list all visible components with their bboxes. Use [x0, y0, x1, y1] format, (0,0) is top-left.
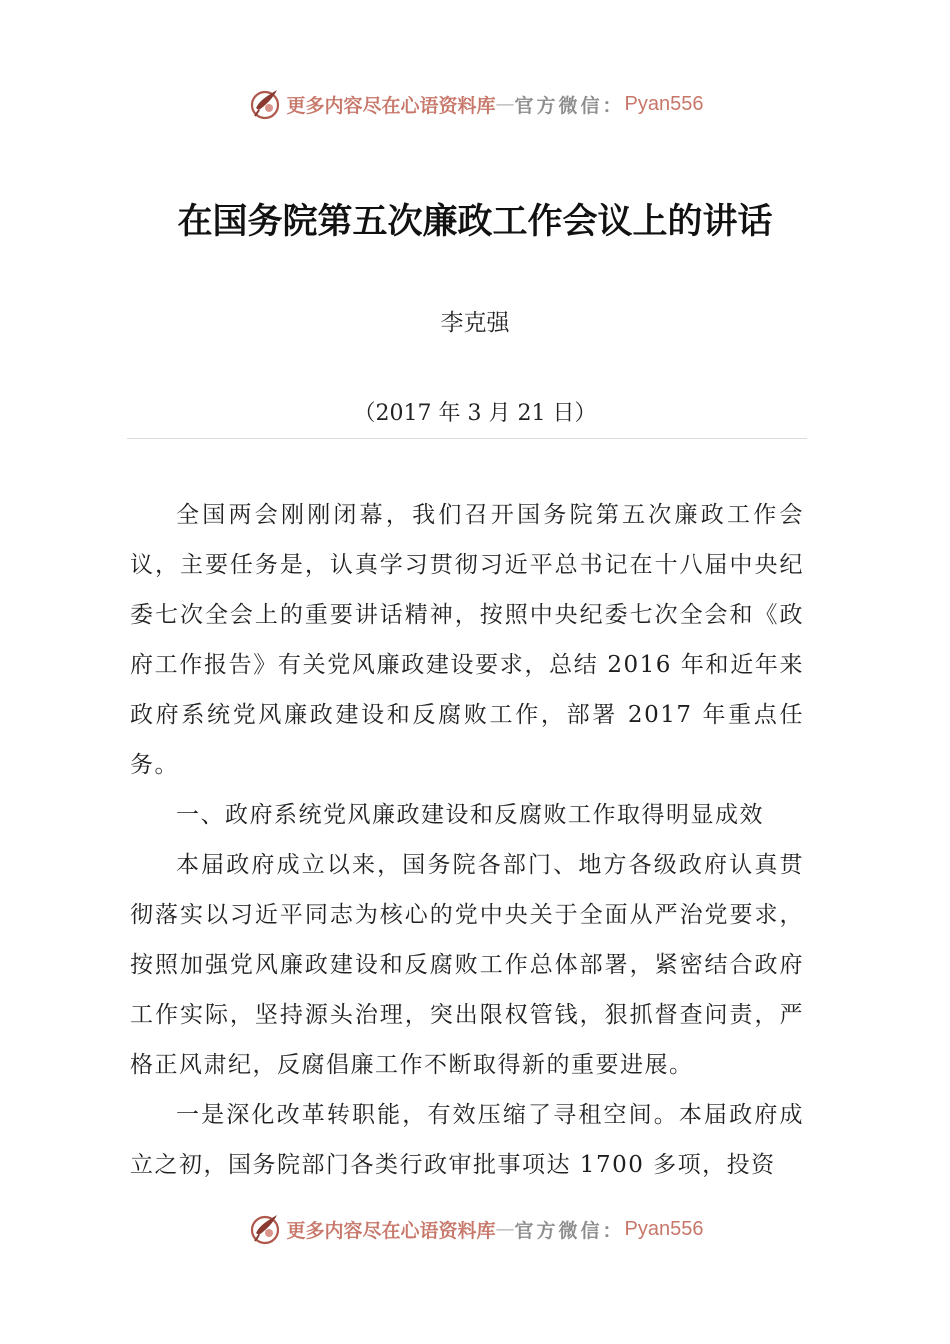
header-divider	[127, 438, 807, 439]
watermark-banner-bottom	[0, 1209, 950, 1249]
document-date: （2017 年 3 月 21 日）	[353, 401, 597, 426]
section-heading: 一、政府系统党风廉政建设和反腐败工作取得明显成效	[176, 802, 764, 828]
body-paragraph: 全国两会刚刚闭幕，我们召开国务院第五次廉政工作会议，主要任务是，认真学习贯彻习近平总书记在十八届中央纪委七次全会上的重要讲话精神，按照中央纪委七次全会和《政府工作报告》有关党风廉政建设要求，总结 2016 年和近年来政府系统党风廉政建设和反腐败工作，部署 2017 年重点任务。	[130, 502, 804, 778]
document-body	[130, 490, 804, 1190]
watermark-separator: —	[495, 93, 515, 115]
body-paragraph: 一是深化改革转职能，有效压缩了寻租空间。本届政府成立之初，国务院部门各类行政审批事项达 1700 多项，投资	[130, 1102, 804, 1178]
watermark-wechat-label: 官方微信：	[514, 1219, 625, 1242]
quill-seal-icon	[247, 86, 283, 122]
watermark-brand-text: 更多内容尽在心语资料库	[286, 94, 496, 117]
watermark-wechat-id: Pyan556	[624, 1217, 704, 1240]
quill-seal-icon	[247, 1211, 283, 1247]
watermark-banner-top	[0, 84, 950, 124]
watermark-brand-text: 更多内容尽在心语资料库	[286, 1219, 496, 1242]
body-paragraph: 本届政府成立以来，国务院各部门、地方各级政府认真贯彻落实以习近平同志为核心的党中央关于全面从严治党要求，按照加强党风廉政建设和反腐败工作总体部署，紧密结合政府工作实际，坚持源头治理，突出限权管钱，狠抓督查问责，严格正风肃纪，反腐倡廉工作不断取得新的重要进展。	[130, 852, 804, 1078]
document-title: 在国务院第五次廉政工作会议上的讲话	[177, 202, 773, 242]
watermark-wechat-label: 官方微信：	[514, 94, 625, 117]
watermark-separator: —	[495, 1218, 515, 1240]
document-author: 李克强	[440, 310, 510, 336]
watermark-wechat-id: Pyan556	[624, 92, 704, 115]
